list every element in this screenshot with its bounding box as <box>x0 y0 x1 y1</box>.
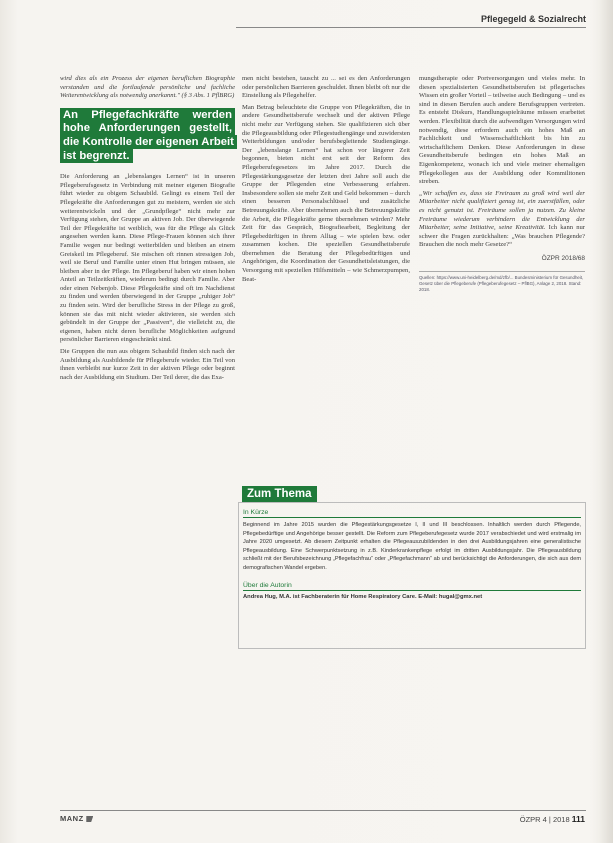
header-rule <box>236 27 586 28</box>
paragraph: Die Anforderung an „lebenslanges Lernen“ ist in unseren Pflegeberufsgesetz in Verbindung mit meiner eigenen Biografie führt wieder zu obigem Schaubild. Gelingt es einem Teil der Pflegekräfte die Anforderungen gut zu meistern, werden sie sich weiterentwickeln und der „Grundpflege“ nicht mehr zur Verfügung stehen, der Gruppe an aktiven Job. Der überwiegende Teil der Pflegekräfte ist weiblich, was für die Pflege als Glück angesehen werden kann. Diese Pflege-Frauen können sich ihrer Familie wegen nur bedingt weiterbilden und bleiben an einem Greiskeil im Pflegeberuf. Sie mischen oft rinnen stressigen Job, weil sie Beruf und Familie unter einen Hut bringen müssen, sie bleiben aber in der Pflege. Im Pflegeberuf haben wir einen hohen Anteil an Teilzeitkräften, wiederum bedingt durch Familie. Aber oder einen Nebenjob. Diese Pflegekräfte sind oft im Nachdienst zu finden und werden überwiegend in der Gruppe „ruhiger Job“ zu finden sein. Wird der berufliche Stress in der Pflege zu groß, können sie das mit nicht wieder aktivieren, sie werden sich gebündelt in der Gruppe der „Passiven“, die vielleicht zu, die eigenen, haben nicht deren berufliche Möglichkeiten aufgrund persönlicher Barrieren eingeschränkt sind. <box>60 173 235 344</box>
autorin-heading: Über die Autorin <box>243 582 581 591</box>
publisher-logo: MANZ <box>60 814 93 823</box>
column-2 <box>242 75 410 287</box>
italic-quote: „Wir schaffen es, dass sie Freiraum zu groß wird weil der Mitarbeiter nicht qualifiziert genug ist, ein zuerstfällen, oder es nicht genutzt ist. Freiräume sollen ja nutzen. Zu kleine Freiräume wiederum verhindern die Entwicklung der Mitarbeiter, seine Initiative, seine Kreativität. Ich kann nur schwer die Fragen zurückhalten: „Was brauchen Pflegende? Brauchen die noch mehr Gesetze?“ <box>419 189 586 249</box>
zum-thema-tag: Zum Thema <box>242 486 317 502</box>
running-header: Pflegegeld & Sozialrecht <box>480 14 586 24</box>
paragraph: Man Betrag beleuchtete die Gruppe von Pflegekräften, die in andere Gesundheitsberufe wechselt und der aktiven Pflege nicht mehr zur Verfügung stehen. Sie qualifizieren sich über die Pflegeausbildung oder Pflegestudiengänge und zuwidersten Weiterbildungen und/oder berufsbegleitende Studiengänge. Der „lebenslange Lernen“ hat schon vor längerer Zeit begonnen, bieten nicht erst seit der Reform des Pflegeberufegesetzes im Jahre 2017. Durch die Pflegestärkungsgesetze der letzten drei Jahre soll auch die Gruppe der Pflegenden eine Verbesserung erfahren. Insbesondere sollen sie mehr Zeit und Geld bekommen – durch einen besseren Personalschlüssel und zusätzliche Betreuungskräfte. Aber übernehmen auch die Betreuungskräfte die Arbeit, die Pflegekräfte gerne übernehmen würden? Mehr Zeit für das Gespräch, Biografiearbeit, Begleitung der Pflegebedürftigen in ihrem Alltag – wie spielen bzw. oder zusammen kochen. Die speziellen Gesundheitsberufe übernehmen die Beratung der Pflegebedürftigen und Angehörigen, die Koordination der Gesundheitsleistungen, die Versorgung mit speziellen Hilfsmitteln – wie Schmerzpumpen, Beat- <box>242 103 410 283</box>
column-3 <box>419 75 585 292</box>
paragraph: mungstherapie oder Portversorgungen und vieles mehr. In diesen spezialisierten Gesundheitsberufen ist pflegerisches Wissen ein großer Vorteil – teilweise auch Bedingung – und es sind in diesen Berufen auch andere Berufsgruppen vertreten. Es entsteht Diskurs, Handlungsspielräume müssen erarbeitet werden. Flexibilität durch die aufwendigen Versorgungen wird notwendig, diese erfordern auch ein hohes Maß an Fachlichkeit und Wissenschaftlichkeit bis hin zu wirtschaftlichem Denken. Diese Anforderungen in diese Gesundheitsberufe bedingen ein hohes Maß an Eigenkompetenz, wonach ich und viele meiner ehemaligen Pflegekollegen aus der Ausbildung oder Kommilitonen streben. <box>419 75 585 186</box>
autorin-text: Andrea Hug, M.A. ist Fachberaterin für Home Respiratory Care. E-Mail: hugal@gmx.net <box>243 593 483 600</box>
zum-thema-box <box>238 502 586 649</box>
paragraph: men nicht bestehen, tauscht zu ... sei es den Anforderungen oder persönlichen Barrieren geschuldet. Ihnen bleibt oft nur die Einstellung als Pflegehelfer. <box>242 75 410 100</box>
column-1 <box>60 75 235 385</box>
scan-edge-shade <box>599 0 613 843</box>
footer-rule <box>60 810 586 811</box>
page-number: ÖZPR 4 | 2018 111 <box>519 814 585 824</box>
in-kuerze-text: Beginnend im Jahre 2015 wurden die Pflegestärkungsgesetze I, II und III beschlossen. Inhaltlich werden durch Pflegende, Pflegebedürftige und Angehörige besser gestellt. Die Reform zum Pflegeberufegesetz wurde 2017 verabschiedet und wird erstmalig im Jahre 2020 umgesetzt. Ab diesem Zeitpunkt erhalten die Pflegeauszubildenden in den drei Ausbildungsjahren eine generalistische Pflegeausbildung. Eine Schwerpunktsetzung in z.B. Kinderkrankenpflege erfolgt im dritten Ausbildungsjahr. Die Pflegeausbildung schließt mit der Berufsbezeichnung „Pflegefachfrau“ oder „Pflegefachmann“ ab und berücksichtigt die Anforderungen, die sich aus dem demografischen Wandel ergeben. <box>243 522 581 571</box>
publisher-flag-icon <box>86 816 93 822</box>
footnote: Quellen: https://www.uni-heidelberg.de/md/zfb/... Bundesministerium für Gesundheit, Gesetz über die Pflegeberufe (Pflegeberufegesetz – PflBG), Anlage 2, 2018. Stand: 2018. <box>419 271 585 292</box>
in-kuerze-heading: In Kürze <box>243 509 581 518</box>
article-signature: ÖZPR 2018/68 <box>541 254 585 262</box>
top-quote: wird dies als ein Prozess der eigenen beruflichen Biographie verstanden und die fortlaufende persönliche und fachliche Weiterentwicklung als notwendig anerkannt." (§ 3 Abs. 1 PflBRG) <box>60 75 235 100</box>
pull-quote: An Pflegefachkräfte werden hohe Anforderungen gestellt, die Kontrolle der eigenen Arbeit ist begrenzt. <box>60 109 235 163</box>
paragraph: Die Gruppen die nun aus obigem Schaubild finden sich nach der Ausbildung als Ausbildende für Pflegeberufe wieder. Ein Teil von ihnen verbleibt nur kurze Zeit in der aktiven Pflege oder beginnt nach der Ausbildung ein Studium. Der Teil derer, die das Exa- <box>60 348 235 381</box>
